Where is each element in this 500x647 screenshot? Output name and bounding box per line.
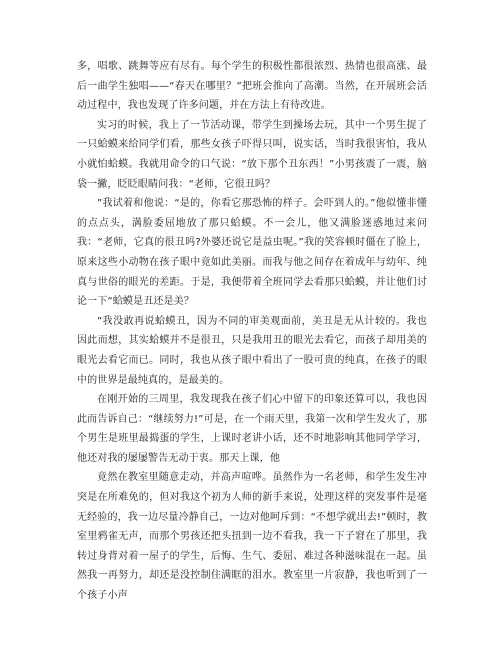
paragraph-5: 在刚开始的三周里，我发现我在孩子们心中留下的印象还算可以，我也因此而告诉自己：“继续努力!”可是，在一个雨天里，我第一次和学生发火了，那个男生是班里最捣蛋的学生，上课时老讲小话，还不时地影响其他同学学习，他还对我的屡屡警告无动于衷。那天上课，他 [77, 394, 427, 464]
paragraph-4: ”我没敢再说蛤蟆丑，因为不同的审美观面前，美丑是无从计较的。我也因此而想，其实蛤蟆并不是很丑，只是我用丑的眼光去看它，而孩子却用美的眼光去看它而已。同时，我也从孩子眼中看出了一股可贵的纯真，在孩子的眼中的世界是最纯真的，是最美的。 [77, 315, 427, 386]
paragraph-2: 实习的时候，我上了一节活动课，带学生到操场去玩，其中一个男生捉了一只蛤蟆来给同学们看，那些女孩子吓得只叫，说实话，当时我很害怕，我从小就怕蛤蟆。我就用命令的口气说：“放下那个丑东西！”小男孩震了一震，脑袋一撇，眨眨眼睛问我：“老师，它很丑吗？ [77, 119, 427, 190]
paragraph-1: 多，唱歌、跳舞等应有尽有。每个学生的积极性都很浓烈、热情也很高涨、最后一曲学生独唱——“春天在哪里？”把班会推向了高潮。当然，在开展班会活动过程中，我也发现了许多问题，并在方法上有待改进。 [77, 61, 427, 112]
paragraph-3: ”我试着和他说：“是的，你看它那恐怖的样子。会吓到人的。”他似懂非懂的点点头，满脸委屈地放了那只蛤蟆。不一会儿，他又满脸迷惑地过来问我：“老师，它真的很丑吗?外婆还说它是益虫呢。”我的笑容顿时僵在了脸上，原来这些小动物在孩子眼中竟如此美丽。而我与他之间存在着成年与幼年、纯真与世俗的眼光的差距。于是，我便带着全班同学去看那只蛤蟆，并让他们讨论一下“蛤蟆是丑还是美？ [77, 198, 427, 308]
paragraph-6: 竟然在教室里随意走动，并高声喧哗。虽然作为一名老师，和学生发生冲突是在所难免的，但对我这个初为人师的新手来说，处理这样的突发事件是毫无经验的，我一边尽量冷静自己，一边对他呵斥到：“不想学就出去!”顿时，教室里鸦雀无声，而那个男孩还把头扭到一边不看我，我一下子窘在了那里，我转过身背对着一屋子的学生，后悔、生气、委屈、难过各种滋味混在一起。虽然我一再努力，却还是没控制住满眶的泪水。教室里一片寂静，我也听到了一个孩子小声 [77, 472, 427, 602]
document-body [77, 57, 427, 606]
